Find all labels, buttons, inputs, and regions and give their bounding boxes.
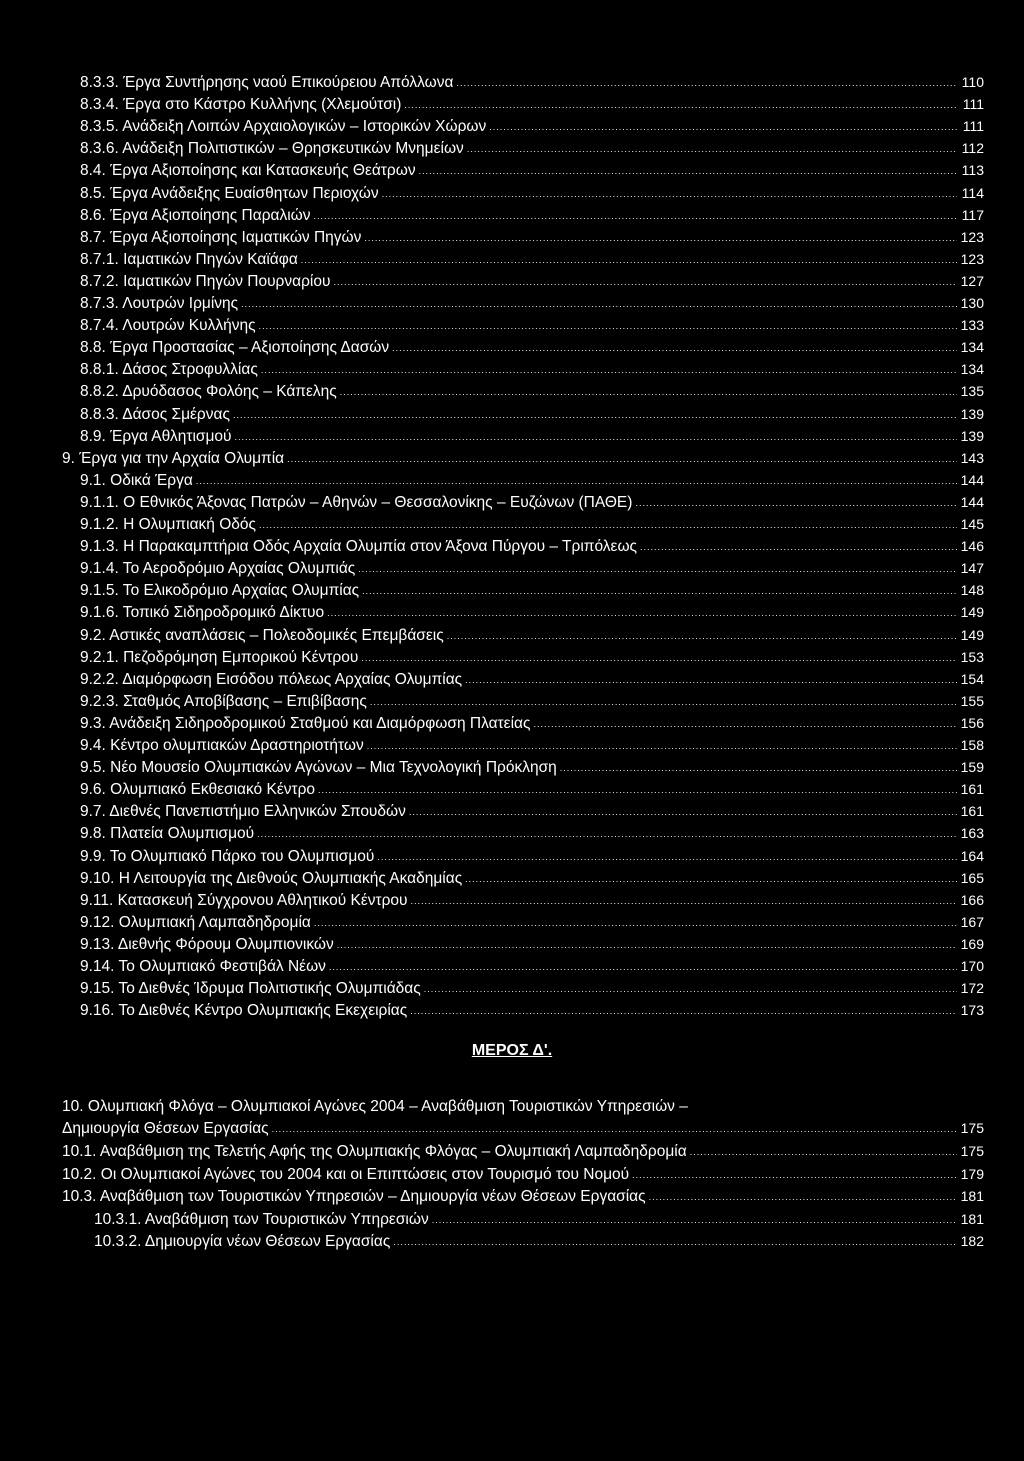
toc-entry-title: 8.8. Έργα Προστασίας – Αξιοποίησης Δασών [80,339,390,357]
dot-leader [367,736,957,757]
toc-entry-page: 161 [960,781,984,798]
toc-entry[interactable] [80,271,984,292]
toc-entry-page: 111 [962,96,984,113]
toc-entry[interactable] [80,293,984,314]
toc-entry[interactable] [80,647,984,668]
toc-entry[interactable] [62,1186,984,1207]
dot-leader [259,515,957,536]
dot-leader [393,1232,957,1253]
dot-leader [340,382,957,403]
toc-entry-page: 179 [960,1165,984,1182]
toc-entry-page: 134 [960,339,984,356]
toc-entry[interactable] [80,1000,984,1021]
toc-entry-title: 8.3.6. Ανάδειξη Πολιτιστικών – Θρησκευτικών Μνημείων [80,140,464,158]
toc-entry-page: 166 [960,891,984,908]
toc-entry-page: 159 [960,759,984,776]
toc-entry[interactable] [80,691,984,712]
toc-entry[interactable] [80,558,984,579]
dot-leader [333,272,957,293]
toc-entry-page: 130 [960,295,984,311]
toc-entry-page: 155 [960,692,984,709]
dot-leader [329,957,957,978]
toc-entry-page: 165 [960,869,984,886]
toc-entry-page: 143 [960,449,984,466]
toc-entry-page: 113 [961,162,984,179]
toc-entry[interactable] [80,337,984,358]
toc-entry[interactable] [80,669,984,690]
toc-entry-title: 8.9. Έργα Αθλητισμού [80,427,232,445]
toc-entry[interactable] [80,404,984,425]
dot-leader [314,206,957,227]
toc-entry-title: 9.1.6. Τοπικό Σιδηροδρομικό Δίκτυο [80,604,325,622]
dot-leader [235,427,958,448]
dot-leader [337,935,957,956]
toc-entry[interactable] [80,602,984,623]
dot-leader [257,824,957,845]
toc-entry[interactable] [62,1141,984,1162]
dot-leader [533,714,957,735]
toc-entry-page: 153 [960,648,984,665]
toc-entry-page: 175 [960,1143,984,1159]
toc-entry[interactable] [80,94,984,115]
toc-entry-page: 172 [960,980,984,997]
toc-entry-page: 135 [960,383,984,400]
toc-entry-title: 9.4. Κέντρο ολυμπιακών Δραστηριοτήτων [80,737,364,754]
dot-leader [362,581,957,602]
toc-entry[interactable] [80,249,984,270]
dot-leader [301,250,957,271]
dot-leader [404,95,957,116]
toc-entry-page: 110 [961,74,984,90]
toc-entry-title: 9.11. Κατασκευή Σύγχρονου Αθλητικού Κέντρου [80,891,408,909]
dot-leader [640,537,957,558]
toc-entry[interactable] [62,1118,984,1139]
toc-entry[interactable] [80,890,984,911]
toc-entry-page: 133 [960,317,984,334]
toc-entry-title: Δημιουργία Θέσεων Εργασίας [62,1120,269,1137]
toc-entry-title: 9.1.4. Το Αεροδρόμιο Αρχαίας Ολυμπιάς [80,560,356,578]
toc-entry-page: 117 [961,206,984,223]
toc-entry-title: 9.1.1. Ο Εθνικός Άξονας Πατρών – Αθηνών – Θεσσαλονίκης – Ευζώνων (ΠΑΘΕ) [80,493,633,511]
dot-leader [272,1119,957,1140]
toc-entry[interactable] [80,470,984,491]
toc-entry[interactable] [80,625,984,646]
toc-entry-title: 10.3.1. Αναβάθμιση των Τουριστικών Υπηρεσιών [94,1210,429,1228]
dot-leader [377,847,957,868]
toc-entry[interactable] [80,713,984,734]
toc-entry[interactable] [80,426,984,447]
toc-entry[interactable] [80,978,984,999]
toc-entry-page: 161 [960,803,984,820]
toc-entry-page: 145 [960,516,984,532]
toc-entry-title: 9.5. Νέο Μουσείο Ολυμπιακών Αγώνων – Μια Τεχνολογική Πρόκληση [80,759,557,777]
toc-entry-title: 9.2.3. Σταθμός Αποβίβασης – Επιβίβασης [80,692,367,710]
dot-leader [361,648,957,669]
toc-entry[interactable] [80,934,984,955]
dot-leader [467,139,957,160]
toc-entry-title: 8.5. Έργα Ανάδειξης Ευαίσθητων Περιοχών [80,184,379,202]
toc-entry-title: 8.7.1. Ιαματικών Πηγών Καϊάφα [80,250,298,268]
dot-leader [447,626,957,647]
toc-entry[interactable] [80,72,984,93]
toc-entry-page: 144 [960,493,984,510]
toc-entry-page: 173 [960,1002,984,1019]
toc-entry[interactable] [80,735,984,756]
dot-leader [489,117,957,138]
toc-entry-title: 9.16. Το Διεθνές Κέντρο Ολυμπιακής Εκεχειρίας [80,1002,408,1020]
toc-entry-title: 9.1.2. Η Ολυμπιακή Οδός [80,516,256,533]
toc-entry-page: 114 [961,184,984,201]
dot-leader [233,405,957,426]
toc-entry-page: 158 [960,737,984,753]
toc-entry-title: 9.9. Το Ολυμπιακό Πάρκο του Ολυμπισμού [80,847,375,865]
dot-leader [314,913,957,934]
toc-entry-title: 9.8. Πλατεία Ολυμπισμού [80,825,255,843]
dot-leader [635,493,957,514]
toc-entry-title: 8.7.3. Λουτρών Ιρμίνης [80,295,239,312]
toc-entry-title: 8.7.4. Λουτρών Κυλλήνης [80,317,256,335]
toc-entry[interactable] [80,580,984,601]
toc-entry[interactable] [80,823,984,844]
toc-entry-title: 9. Έργα για την Αρχαία Ολυμπία [62,449,285,467]
toc-entry-title: 8.6. Έργα Αξιοποίησης Παραλιών [80,206,311,224]
toc-entry[interactable] [80,205,984,226]
dot-leader [261,360,957,381]
dot-leader [196,471,957,492]
toc-entry-page: 163 [960,825,984,842]
toc-entry-page: 156 [960,714,984,731]
toc-entry-page: 148 [960,582,984,599]
toc-entry-page: 169 [960,935,984,952]
toc-entry-title: 9.1.5. Το Ελικοδρόμιο Αρχαίας Ολυμπίας [80,582,360,600]
toc-entry[interactable] [80,514,984,535]
dot-leader [382,184,957,205]
toc-entry-title: 9.14. Το Ολυμπιακό Φεστιβάλ Νέων [80,958,326,975]
toc-entry-title: 9.12. Ολυμπιακή Λαμπαδηδρομία [80,913,311,931]
dot-leader [690,1142,957,1163]
dot-leader [411,891,957,912]
dot-leader [432,1210,957,1231]
toc-entry-title: 8.7. Έργα Αξιοποίησης Ιαματικών Πηγών [80,228,362,246]
toc-entry-page: 146 [960,538,984,555]
toc-entry-title: 9.15. Το Διεθνές Ίδρυμα Πολιτιστικής Ολυμπιάδας [80,980,421,998]
toc-entry-title: 9.6. Ολυμπιακό Εκθεσιακό Κέντρο [80,781,316,799]
toc-entry-page: 154 [960,670,984,687]
dot-leader [465,670,957,691]
toc-entry-title: 8.8.1. Δάσος Στροφυλλίας [80,361,258,379]
toc-entry-page: 149 [960,604,984,621]
toc-entry-page: 144 [960,471,984,488]
toc-entry-page: 147 [960,560,984,577]
toc-entry-page: 134 [960,361,984,378]
toc-entry-title: 9.13. Διεθνής Φόρουμ Ολυμπιονικών [80,935,334,953]
toc-entry[interactable] [80,183,984,204]
toc-entry[interactable] [80,315,984,336]
toc-entry-title: 9.1. Οδικά Έργα [80,471,193,489]
toc-entry-title: 9.7. Διεθνές Πανεπιστήμιο Ελληνικών Σπουδών [80,803,406,821]
toc-entry-title: 9.3. Ανάδειξη Σιδηροδρομικού Σταθμού και Διαμόρφωση Πλατείας [80,714,531,732]
toc-entry-title: 9.2.2. Διαμόρφωση Εισόδου πόλεως Αρχαίας Ολυμπίας [80,670,463,688]
toc-entry-page: 181 [960,1188,984,1205]
toc-entry-title: 9.1.3. Η Παρακαμπτήρια Οδός Αρχαία Ολυμπία στον Άξονα Πύργου – Τριπόλεως [80,538,638,556]
toc-entry[interactable] [80,779,984,800]
toc-entry-title: 9.2.1. Πεζοδρόμηση Εμπορικού Κέντρου [80,648,359,666]
dot-leader [259,316,957,337]
toc-entry-title: 8.7.2. Ιαματικών Πηγών Πουρναρίου [80,272,331,290]
dot-leader [465,869,957,890]
toc-entry[interactable] [80,359,984,380]
toc-entry[interactable] [80,912,984,933]
toc-entry-page: 112 [961,140,984,157]
toc-entry-page: 111 [962,118,984,135]
dot-leader [241,294,957,315]
toc-entry[interactable] [62,448,984,469]
toc-entry-page: 123 [960,228,984,245]
toc-entry-page: 139 [960,405,984,422]
toc-entry-title: 9.2. Αστικές αναπλάσεις – Πολεοδομικές Επεμβάσεις [80,626,444,644]
toc-entry-page: 167 [960,913,984,930]
toc-entry[interactable] [80,138,984,159]
toc-entry[interactable] [80,227,984,248]
part-heading: ΜΕΡΟΣ Δ'. [471,1042,553,1059]
dot-leader [649,1187,957,1208]
toc-entry[interactable] [80,116,984,137]
toc-entry-title: 8.3.5. Ανάδειξη Λοιπών Αρχαιολογικών – Ιστορικών Χώρων [80,118,487,136]
toc-entry-page: 175 [960,1120,984,1136]
dot-leader [318,780,957,801]
toc-entry-page: 149 [960,626,984,643]
toc-entry[interactable] [94,1231,984,1252]
toc-entry[interactable] [80,536,984,557]
toc-entry-title: 8.4. Έργα Αξιοποίησης και Κατασκευής Θεάτρων [80,162,416,180]
dot-leader [392,338,957,359]
dot-leader [456,73,957,94]
toc-entry[interactable] [80,757,984,778]
toc-entry-page: 139 [960,427,984,444]
toc-entry-page: 182 [960,1233,984,1250]
dot-leader [358,559,957,580]
dot-leader [287,449,957,470]
dot-leader [364,228,957,249]
toc-entry[interactable] [80,381,984,402]
toc-entry-page: 127 [960,272,984,289]
toc-entry-title: 8.3.4. Έργα στο Κάστρο Κυλλήνης (Χλεμούτσι) [80,96,402,114]
toc-entry-title: 8.8.2. Δρυόδασος Φολόης – Κάπελης [80,383,337,401]
toc-entry-title: 8.3.3. Έργα Συντήρησης ναού Επικούρειου Απόλλωνα [80,74,454,91]
dot-leader [410,1001,957,1022]
toc-entry-title: 10.3.2. Δημιουργία νέων Θέσεων Εργασίας [94,1233,391,1251]
toc-entry[interactable] [80,956,984,977]
toc-entry[interactable] [80,801,984,822]
toc-entry-title: 10.3. Αναβάθμιση των Τουριστικών Υπηρεσιών – Δημιουργία νέων Θέσεων Εργασίας [62,1188,646,1206]
toc-entry[interactable] [62,1164,984,1185]
toc-entry[interactable] [80,846,984,867]
dot-leader [419,161,957,182]
toc-entry-page: 164 [960,847,984,864]
dot-leader [632,1165,957,1186]
dot-leader [327,603,957,624]
dot-leader [370,692,957,713]
toc-entry-page: 123 [960,250,984,267]
toc-entry-title: 8.8.3. Δάσος Σμέρνας [80,405,230,423]
toc-entry[interactable] [80,492,984,513]
toc-entry-title: 10.1. Αναβάθμιση της Τελετής Αφής της Ολυμπιακής Φλόγας – Ολυμπιακή Λαμπαδηδρομία [62,1143,687,1160]
toc-entry[interactable] [80,160,984,181]
dot-leader [560,758,957,779]
toc-entry-page: 170 [960,958,984,974]
toc-entry[interactable] [94,1209,984,1230]
dot-leader [409,802,957,823]
toc-entry-title: 9.10. Η Λειτουργία της Διεθνούς Ολυμπιακής Ακαδημίας [80,869,463,887]
toc-entry-page: 181 [960,1210,984,1227]
toc-entry[interactable] [80,868,984,889]
toc-entry-first-line[interactable]: 10. Ολυμπιακή Φλόγα – Ολυμπιακοί Αγώνες 2004 – Αναβάθμιση Τουριστικών Υπηρεσιών – [62,1098,688,1115]
toc-entry-title: 10.2. Οι Ολυμπιακοί Αγώνες του 2004 και οι Επιπτώσεις στον Τουρισμό του Νομού [62,1165,630,1183]
dot-leader [424,979,957,1000]
